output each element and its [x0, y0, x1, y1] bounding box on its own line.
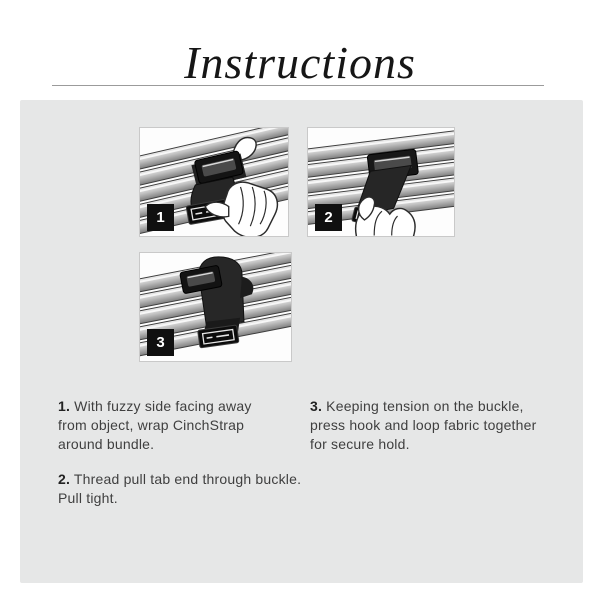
step-2-text: Thread pull tab end through buckle. Pull tight. [58, 471, 302, 506]
step-3-illustration [139, 252, 292, 362]
step-1-text: With fuzzy side facing away from object, wrap CinchStrap around bundle. [58, 398, 252, 452]
step-number-badge: 1 [147, 204, 174, 231]
pull-tab-label-graphic [198, 325, 239, 348]
hand-graphic [223, 182, 278, 236]
step-1-illustration [139, 127, 289, 237]
instruction-step-1 [58, 397, 273, 454]
page-title: Instructions [184, 37, 416, 88]
step-3-number: 3. [310, 398, 323, 414]
step-2-number: 2. [58, 471, 71, 487]
content-panel [20, 100, 583, 583]
step-1-number: 1. [58, 398, 71, 414]
step-2-illustration [307, 127, 455, 237]
step-3-text: Keeping tension on the buckle, press hook and loop fabric together for secure hold. [310, 398, 537, 452]
step-number-badge: 3 [147, 329, 174, 356]
instruction-step-3 [310, 397, 555, 454]
instruction-step-2 [58, 470, 318, 508]
step-number-badge: 2 [315, 204, 342, 231]
